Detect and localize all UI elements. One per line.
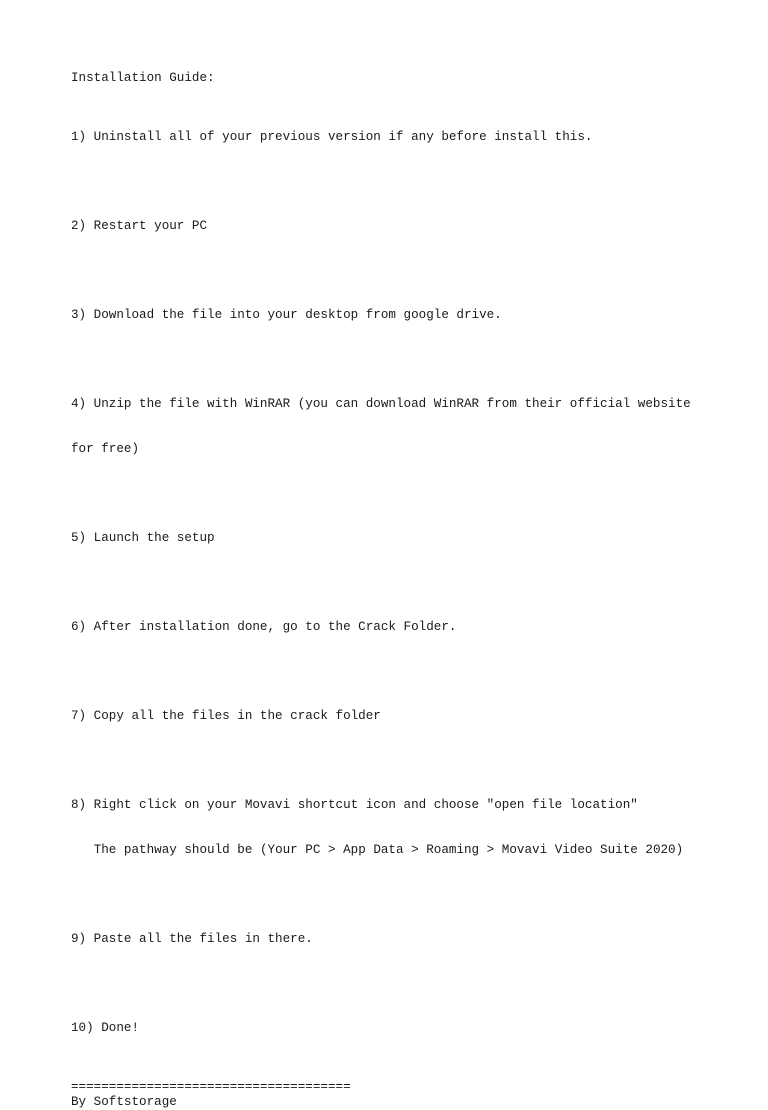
step-10 (71, 991, 711, 1066)
step-2-text: 2) Restart your PC (71, 219, 208, 233)
step-3-text: 3) Download the file into your desktop from google drive. (71, 308, 502, 322)
step-6 (71, 590, 711, 665)
step-4-text: 4) Unzip the file with WinRAR (you can download WinRAR from their official website (71, 397, 691, 411)
step-4 (71, 367, 711, 487)
step-7 (71, 679, 711, 754)
installation-guide-text (71, 71, 711, 1110)
step-3 (71, 278, 711, 353)
step-9 (71, 902, 711, 977)
step-2 (71, 189, 711, 264)
step-10-text: 10) Done! (71, 1021, 140, 1035)
credit-line: By Softstorage (71, 1095, 177, 1109)
step-8-text: 8) Right click on your Movavi shortcut icon and choose "open file location" (71, 798, 638, 812)
step-7-text: 7) Copy all the files in the crack folder (71, 709, 381, 723)
step-9-text: 9) Paste all the files in there. (71, 932, 313, 946)
separator-line: ===================================== (71, 1080, 351, 1094)
step-8-pathway: The pathway should be (Your PC > App Data > Roaming > Movavi Video Suite 2020) (93, 843, 684, 857)
step-6-text: 6) After installation done, go to the Crack Folder. (71, 620, 457, 634)
step-5 (71, 501, 711, 576)
step-8 (71, 768, 711, 888)
step-1-text: 1) Uninstall all of your previous version if any before install this. (71, 130, 593, 144)
guide-heading: Installation Guide: (71, 71, 215, 85)
step-1 (71, 100, 711, 175)
step-5-text: 5) Launch the setup (71, 531, 215, 545)
step-4-continuation: for free) (71, 442, 140, 456)
